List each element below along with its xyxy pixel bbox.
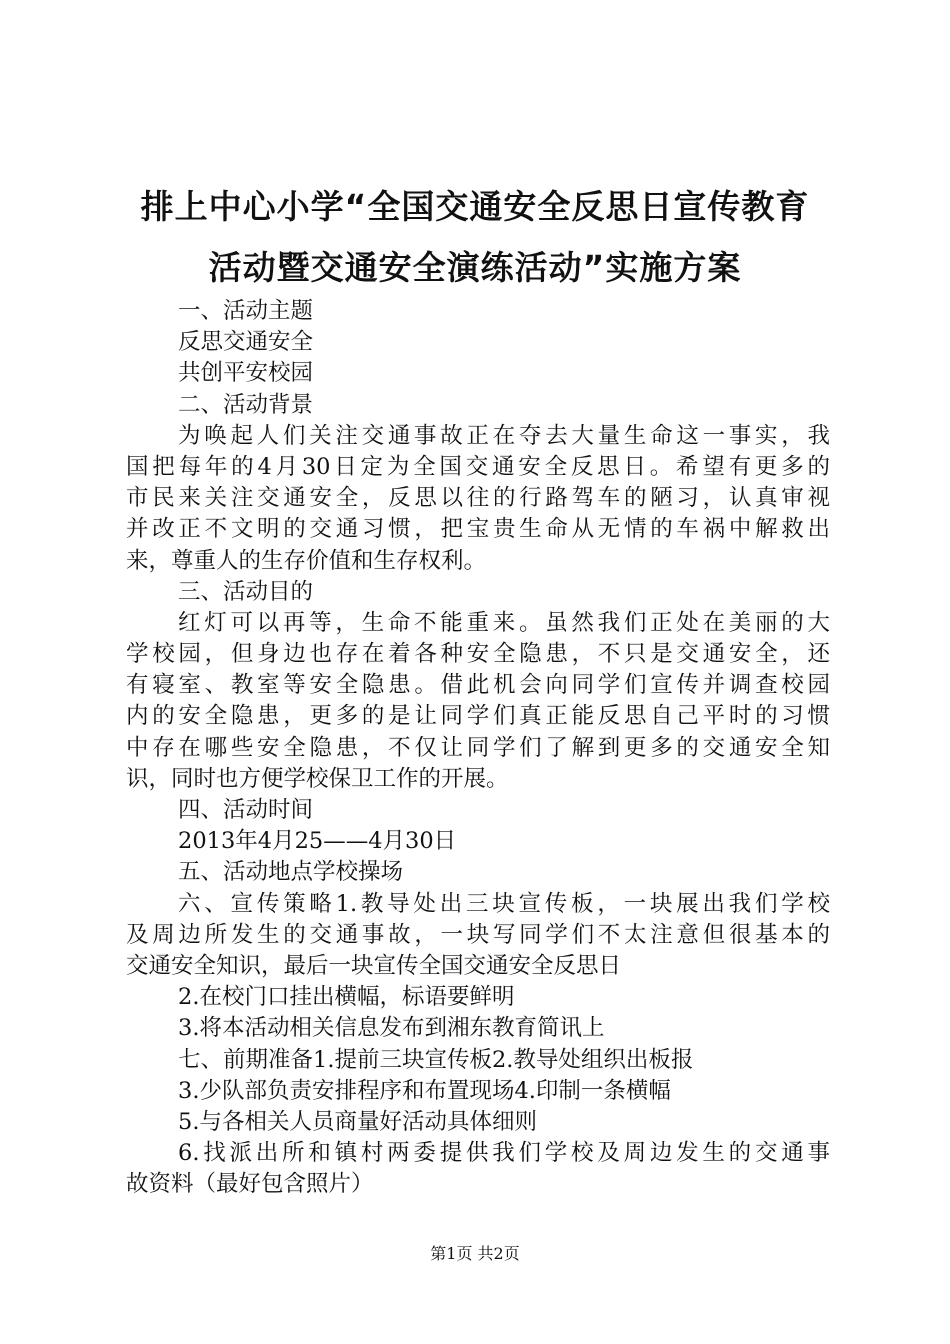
paragraph-line: 共创平安校园	[178, 360, 314, 387]
document-body	[126, 296, 830, 1200]
paragraph-line: 五、活动地点学校操场	[178, 859, 404, 886]
paragraph-line: 故资料（最好包含照片）	[126, 1171, 374, 1198]
paragraph-line: 3.少队部负责安排程序和布置现场4.印制一条横幅	[178, 1077, 671, 1104]
document-title-line-1: 排上中心小学“全国交通安全反思日宣传教育	[140, 187, 810, 226]
paragraph-line: 为唤起人们关注交通事故正在夺去大量生命这一事实，我	[178, 422, 830, 449]
paragraph-line: 内的安全隐患，更多的是让同学们真正能反思自己平时的习惯	[126, 703, 830, 730]
page-footer: 第1页 共2页	[430, 1244, 520, 1263]
paragraph-line: 市民来关注交通安全，反思以往的行路驾车的陋习，认真审视	[126, 485, 830, 512]
paragraph-line: 3.将本活动相关信息发布到湘东教育简讯上	[178, 1015, 605, 1042]
paragraph-line: 有寝室、教室等安全隐患。借此机会向同学们宣传并调查校园	[126, 672, 830, 699]
paragraph-line: 并改正不文明的交通习惯，把宝贵生命从无情的车祸中解救出	[126, 516, 830, 543]
paragraph-line: 红灯可以再等，生命不能重来。虽然我们正处在美丽的大	[178, 609, 830, 636]
paragraph-line: 七、前期准备1.提前三块宣传板2.教导处组织出板报	[178, 1046, 694, 1073]
paragraph-line: 来，尊重人的生存价值和生存权利。	[126, 547, 487, 574]
paragraph-line: 二、活动背景	[178, 391, 314, 418]
paragraph-line: 中存在哪些安全隐患，不仅让同学们了解到更多的交通安全知	[126, 734, 830, 761]
paragraph-line: 6.找派出所和镇村两委提供我们学校及周边发生的交通事	[178, 1140, 830, 1167]
paragraph-line: 四、活动时间	[178, 797, 314, 823]
paragraph-line: 学校园，但身边也存在着各种安全隐患，不只是交通安全，还	[126, 641, 830, 668]
document-title-line-2: 活动暨交通安全演练活动”实施方案	[208, 248, 742, 287]
paragraph-line: 国把每年的4月30日定为全国交通安全反思日。希望有更多的	[126, 453, 830, 480]
paragraph-line: 2013年4月25——4月30日	[178, 828, 457, 855]
paragraph-line: 一、活动主题	[178, 298, 314, 324]
paragraph-line: 2.在校门口挂出横幅，标语要鲜明	[178, 984, 515, 1011]
paragraph-line: 5.与各相关人员商量好活动具体细则	[178, 1108, 537, 1135]
paragraph-line: 反思交通安全	[178, 329, 314, 356]
paragraph-line: 识，同时也方便学校保卫工作的开展。	[126, 765, 509, 792]
paragraph-line: 六、宣传策略1.教导处出三块宣传板，一块展出我们学校	[178, 890, 830, 917]
paragraph-line: 及周边所发生的交通事故，一块写同学们不太注意但很基本的	[126, 921, 830, 948]
paragraph-line: 交通安全知识，最后一块宣传全国交通安全反思日	[126, 952, 622, 979]
paragraph-line: 三、活动目的	[178, 578, 314, 605]
